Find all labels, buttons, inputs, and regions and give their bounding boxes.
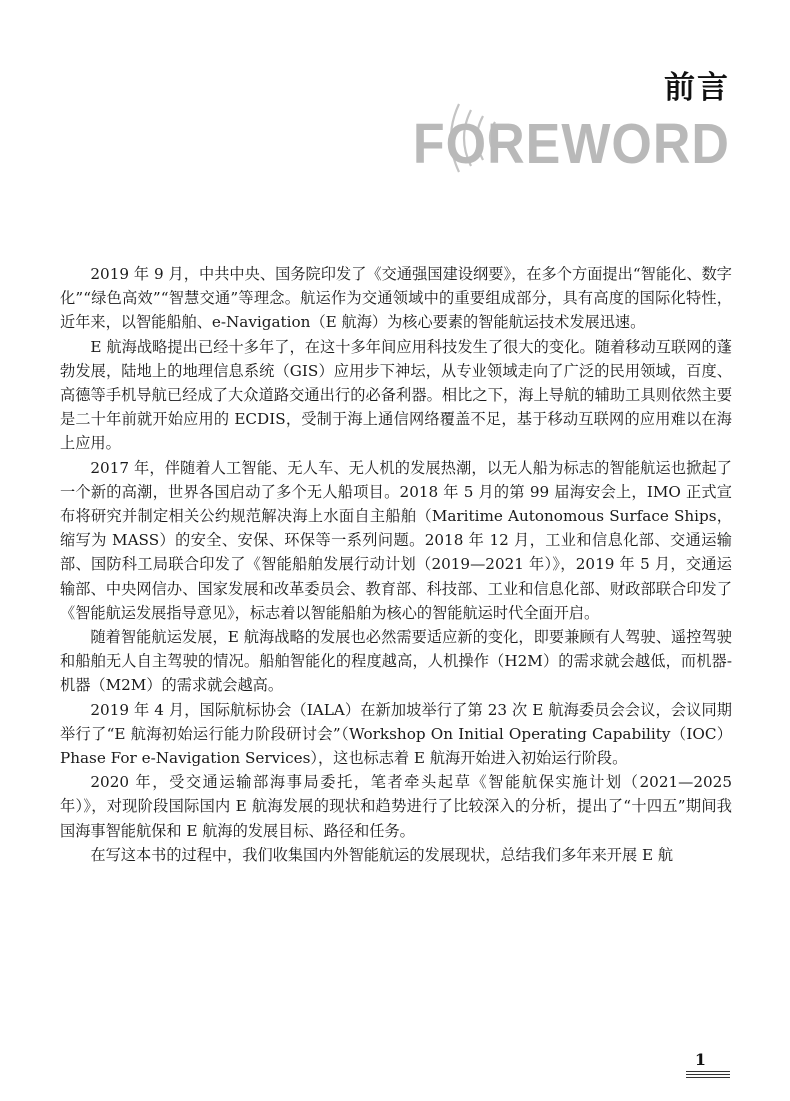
paragraph: 2019 年 4 月，国际航标协会（IALA）在新加坡举行了第 23 次 E 航海委员会会议，会议同期举行了“E 航海初始运行能力阶段研讨会”（Workshop On Initial Operating Capability（IOC）Phase For e-Navigation Services），这也标志着 E 航海开始进入初始运行阶段。 xyxy=(60,700,732,768)
paragraph: E 航海战略提出已经十多年了，在这十多年间应用科技发生了很大的变化。随着移动互联网的蓬勃发展，陆地上的地理信息系统（GIS）应用步下神坛，从专业领域走向了广泛的民用领域，百度、高德等手机导航已经成了大众道路交通出行的必备利器。相比之下，海上导航的辅助工具则依然主要是二十年前就开始应用的 ECDIS，受制于海上通信网络覆盖不足，基于移动互联网的应用难以在海上应用。 xyxy=(60,337,732,453)
body-text xyxy=(60,262,732,867)
page-number-rule xyxy=(686,1071,730,1080)
paragraph: 在写这本书的过程中，我们收集国内外智能航运的发展现状，总结我们多年来开展 E 航 xyxy=(90,845,674,864)
page-title-chinese: 前言 xyxy=(664,70,730,106)
page-number: 1 xyxy=(694,1050,706,1069)
paragraph: 随着智能航运发展，E 航海战略的发展也必然需要适应新的变化，即要兼顾有人驾驶、遥控驾驶和船舶无人自主驾驶的情况。船舶智能化的程度越高，人机操作（H2M）的需求就会越低，而机器-机器（M2M）的需求就会越高。 xyxy=(60,628,732,695)
page-title-english: FOREWORD xyxy=(412,113,730,176)
paragraph: 2020 年，受交通运输部海事局委托，笔者牵头起草《智能航保实施计划（2021—2025 年）》，对现阶段国际国内 E 航海发展的现状和趋势进行了比较深入的分析，提出了“十四五”期间我国海事智能航保和 E 航海的发展目标、路径和任务。 xyxy=(60,773,732,840)
paragraph: 2019 年 9 月，中共中央、国务院印发了《交通强国建设纲要》，在多个方面提出“智能化、数字化”“绿色高效”“智慧交通”等理念。航运作为交通领域中的重要组成部分，具有高度的国际化特性，近年来，以智能船舶、e-Navigation（E 航海）为核心要素的智能航运技术发展迅速。 xyxy=(60,265,732,332)
paragraph: 2017 年，伴随着人工智能、无人车、无人机的发展热潮，以无人船为标志的智能航运也掀起了一个新的高潮，世界各国启动了多个无人船项目。2018 年 5 月的第 99 届海安会上，IMO 正式宣布将研究并制定相关公约规范解决海上水面自主船舶（Maritime Autonomous Surface Ships，缩写为 MASS）的安全、安保、环保等一系列问题。2018 年 12 月，工业和信息化部、交通运输部、国防科工局联合印发了《智能船舶发展行动计划（2019—2021 年）》，2019 年 5 月，交通运输部、中央网信办、国家发展和改革委员会、教育部、科技部、工业和信息化部、财政部联合印发了《智能航运发展指导意见》，标志着以智能船舶为核心的智能航运时代全面开启。 xyxy=(60,458,732,622)
